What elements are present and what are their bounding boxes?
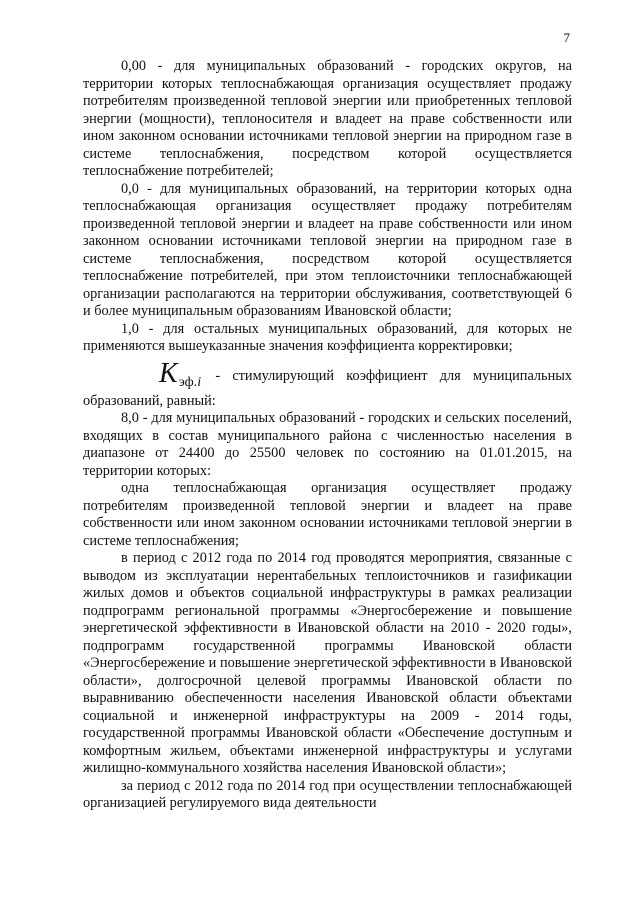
paragraph-coefficient-0-00: 0,00 - для муниципальных образований - городских округов, на территории которых теплоснабжающая организация осуществляет продажу потребителям произведенной тепловой энергии или приобретенных тепловой энергии (мощности), теплоносителя и владеет на праве собственности или ином законном основании источниками тепловой энергии на природном газе в системе теплоснабжения, посредством которой осуществляется теплоснабжение потребителей; [83, 58, 572, 179]
paragraph-coefficient-8-0: 8,0 - для муниципальных образований - городских и сельских поселений, входящих в состав муниципального района с численностью населения в диапазоне от 24400 до 25500 человек по состоянию на 01.01.2015, на территории которых: [83, 410, 572, 479]
paragraph-coefficient-1-0: 1,0 - для остальных муниципальных образований, для которых не применяются вышеуказанные значения коэффициента корректировки; [83, 320, 572, 354]
paragraph-condition-activities: в период с 2012 года по 2014 год проводятся мероприятия, связанные с выводом из эксплуатации нерентабельных теплоисточников и газификации жилых домов и объектов социальной инфраструктуры в рамках реализации подпрограмм региональной программы «Энергосбережение и повышение энергетической эффективности в Ивановской области на 2010 - 2020 годы», подпрограмм государственной программы Ивановской области «Энергосбережение и повышение энергетической эффективности в Ивановской области», долгосрочной целевой программы Ивановской области по выравниванию обеспеченности населения Ивановской области объектами социальной и инженерной инфраструктуры на 2009 - 2014 годы, государственной программы Ивановской области «Обеспечение доступным и комфортным жильем, объектами инженерной инфраструктуры и услугами жилищно-коммунального хозяйства населения Ивановской области»; [83, 550, 572, 776]
formula-k-eff [121, 357, 202, 393]
paragraph-stimulating-coefficient [83, 357, 572, 411]
paragraph-condition-period: за период с 2012 года по 2014 год при осуществлении теплоснабжающей организацией регулируемого вида деятельности [83, 777, 572, 811]
document-body [83, 58, 572, 813]
formula-subscript [179, 375, 201, 390]
formula-subscript-text: эф. [178, 374, 198, 390]
formula-description: - стимулирующий коэффициент для муниципальных образований, равный: [83, 367, 572, 409]
formula-subscript-index: i [197, 374, 202, 390]
formula-symbol: K [159, 357, 178, 389]
paragraph-condition-one-organization: одна теплоснабжающая организация осуществляет продажу потребителям произведенной тепловой энергии и владеет на праве собственности или ином законном основании источниками тепловой энергии в системе теплоснабжения; [83, 480, 572, 549]
page-number: 7 [563, 30, 570, 45]
paragraph-coefficient-0-0: 0,0 - для муниципальных образований, на территории которых одна теплоснабжающая организация осуществляет продажу потребителям произведенной тепловой энергии и владеет на праве собственности или ином законном основании источниками тепловой энергии на природном газе в системе теплоснабжения, посредством которой осуществляется теплоснабжение потребителей, при этом теплоисточники теплоснабжающей организации располагаются на территории обслуживания, соответствующей 6 и более муниципальным образованиям Ивановской области; [83, 180, 572, 319]
